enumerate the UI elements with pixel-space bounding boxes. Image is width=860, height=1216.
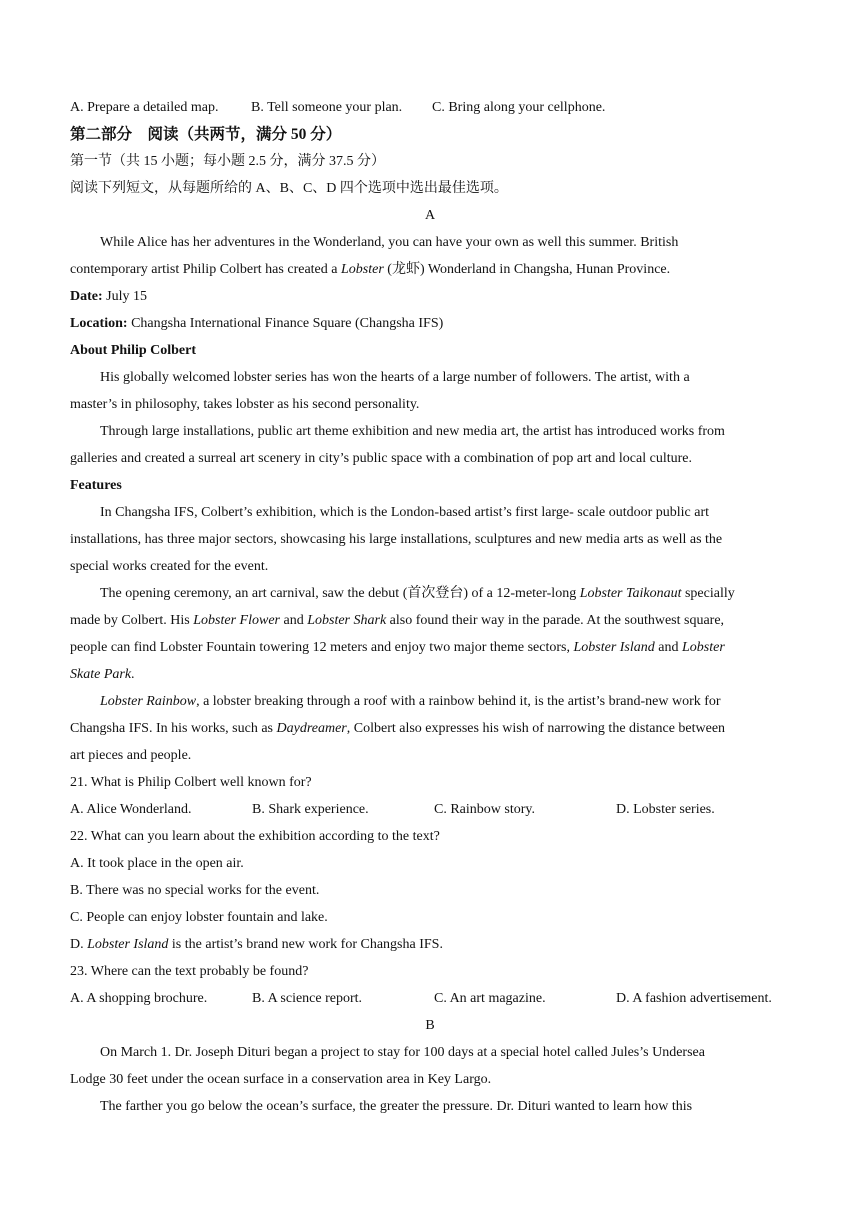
text-run: , a lobster breaking through a roof with a rainbow behind it, is the artist’s brand-new work for xyxy=(196,694,721,709)
text-run: The opening ceremony, an art carnival, saw the debut (首次登台) of a 12-meter-long xyxy=(100,586,580,601)
text-run: D. xyxy=(70,937,88,952)
q23-stem: 23. Where can the text probably be found? xyxy=(70,964,309,979)
text-run: , Colbert also expresses his wish of narrowing the distance between xyxy=(346,721,726,736)
about-p2-line2: galleries and created a surreal art scenery in city’s public space with a combination of pop art and local culture. xyxy=(70,451,692,466)
italic-term: Skate Park xyxy=(70,667,132,682)
q21-options xyxy=(70,800,810,820)
italic-term: Lobster Rainbow xyxy=(100,694,197,709)
passage-b-p1-line2: Lodge 30 feet under the ocean surface in a conservation area in Key Largo. xyxy=(70,1072,492,1087)
location-label: Location: xyxy=(70,316,128,331)
q21-option-d[interactable]: D. Lobster series. xyxy=(616,802,715,817)
about-heading: About Philip Colbert xyxy=(70,343,197,358)
features-p2-line1 xyxy=(100,584,810,604)
features-heading: Features xyxy=(70,478,122,493)
q21-option-c[interactable]: C. Rainbow story. xyxy=(434,802,535,817)
q21-option-a[interactable]: A. Alice Wonderland. xyxy=(70,802,192,817)
date-value: July 15 xyxy=(102,289,147,304)
features-p1-line3: special works created for the event. xyxy=(70,559,269,574)
features-p2-line2 xyxy=(70,611,810,631)
features-p3-line1 xyxy=(100,692,810,712)
text-run: people can find Lobster Fountain towering 12 meters and enjoy two major theme sectors, xyxy=(70,640,574,655)
features-p1-line1: In Changsha IFS, Colbert’s exhibition, which is the London-based artist’s first large- scale outdoor public art xyxy=(100,505,710,520)
italic-term: Lobster Shark xyxy=(307,613,387,628)
italic-term: Lobster Island xyxy=(87,937,169,952)
italic-term: Lobster Flower xyxy=(193,613,280,628)
q23-options xyxy=(70,989,810,1009)
q22-option-b[interactable]: B. There was no special works for the event. xyxy=(70,883,320,898)
section1-info: 第一节（共 15 小题；每小题 2.5 分，满分 37.5 分） xyxy=(70,154,385,169)
text-run: and xyxy=(654,640,682,655)
passage-b-p1-line1: On March 1. Dr. Joseph Dituri began a project to stay for 100 days at a special hotel called Jules’s Undersea xyxy=(100,1045,705,1060)
q22-option-d[interactable] xyxy=(70,935,810,955)
italic-term: Lobster xyxy=(340,262,384,277)
passage-a-intro-line2 xyxy=(70,260,810,280)
passage-a-label: A xyxy=(424,208,436,223)
text-run: and xyxy=(280,613,308,628)
text-run: contemporary artist Philip Colbert has created a xyxy=(70,262,341,277)
text-run: . xyxy=(131,667,135,682)
q21-option-b[interactable]: B. Shark experience. xyxy=(252,802,369,817)
location-line xyxy=(70,314,810,334)
features-p2-line3 xyxy=(70,638,810,658)
italic-term: Lobster xyxy=(682,640,725,655)
date-label: Date: xyxy=(70,289,103,304)
q20-option-c[interactable]: C. Bring along your cellphone. xyxy=(432,100,606,115)
features-p3-line3: art pieces and people. xyxy=(70,748,192,763)
italic-term: Daydreamer xyxy=(276,721,347,736)
q23-option-b[interactable]: B. A science report. xyxy=(252,991,363,1006)
italic-term: Lobster Taikonaut xyxy=(579,586,682,601)
text-run: Changsha IFS. In his works, such as xyxy=(70,721,277,736)
q23-option-c[interactable]: C. An art magazine. xyxy=(434,991,546,1006)
q23-option-d[interactable]: D. A fashion advertisement. xyxy=(616,991,772,1006)
q20-options xyxy=(70,98,810,118)
q20-option-b[interactable]: B. Tell someone your plan. xyxy=(251,100,403,115)
italic-term: Lobster Island xyxy=(573,640,655,655)
q20-option-a[interactable]: A. Prepare a detailed map. xyxy=(70,100,219,115)
about-p1-line1: His globally welcomed lobster series has won the hearts of a large number of followers. The artist, with a xyxy=(100,370,690,385)
passage-a-intro-line1: While Alice has her adventures in the Wonderland, you can have your own as well this summer. British xyxy=(100,235,679,250)
q22-stem: 22. What can you learn about the exhibition according to the text? xyxy=(70,829,440,844)
features-p1-line2: installations, has three major sectors, showcasing his large installations, sculptures and new media arts as well as the xyxy=(70,532,723,547)
text-run: specially xyxy=(681,586,735,601)
part2-heading: 第二部分 阅读（共两节，满分 50 分） xyxy=(70,126,342,143)
q22-option-c[interactable]: C. People can enjoy lobster fountain and lake. xyxy=(70,910,328,925)
about-p2-line1: Through large installations, public art theme exhibition and new media art, the artist has introduced works from xyxy=(100,424,725,439)
q22-option-a[interactable]: A. It took place in the open air. xyxy=(70,856,244,871)
features-p2-line4 xyxy=(70,665,810,685)
features-p3-line2 xyxy=(70,719,810,739)
text-run: made by Colbert. His xyxy=(70,613,194,628)
text-run: (龙虾) Wonderland in Changsha, Hunan Province. xyxy=(383,262,671,277)
date-line xyxy=(70,287,810,307)
q21-stem: 21. What is Philip Colbert well known for? xyxy=(70,775,312,790)
location-value: Changsha International Finance Square (Changsha IFS) xyxy=(127,316,444,331)
q23-option-a[interactable]: A. A shopping brochure. xyxy=(70,991,208,1006)
instruction: 阅读下列短文，从每题所给的 A、B、C、D 四个选项中选出最佳选项。 xyxy=(70,181,508,196)
about-p1-line2: master’s in philosophy, takes lobster as his second personality. xyxy=(70,397,420,412)
text-run: also found their way in the parade. At the southwest square, xyxy=(386,613,725,628)
passage-b-label: B xyxy=(425,1018,435,1033)
passage-b-p2-line1: The farther you go below the ocean’s surface, the greater the pressure. Dr. Dituri wanted to learn how this xyxy=(100,1099,693,1114)
text-run: is the artist’s brand new work for Changsha IFS. xyxy=(168,937,443,952)
